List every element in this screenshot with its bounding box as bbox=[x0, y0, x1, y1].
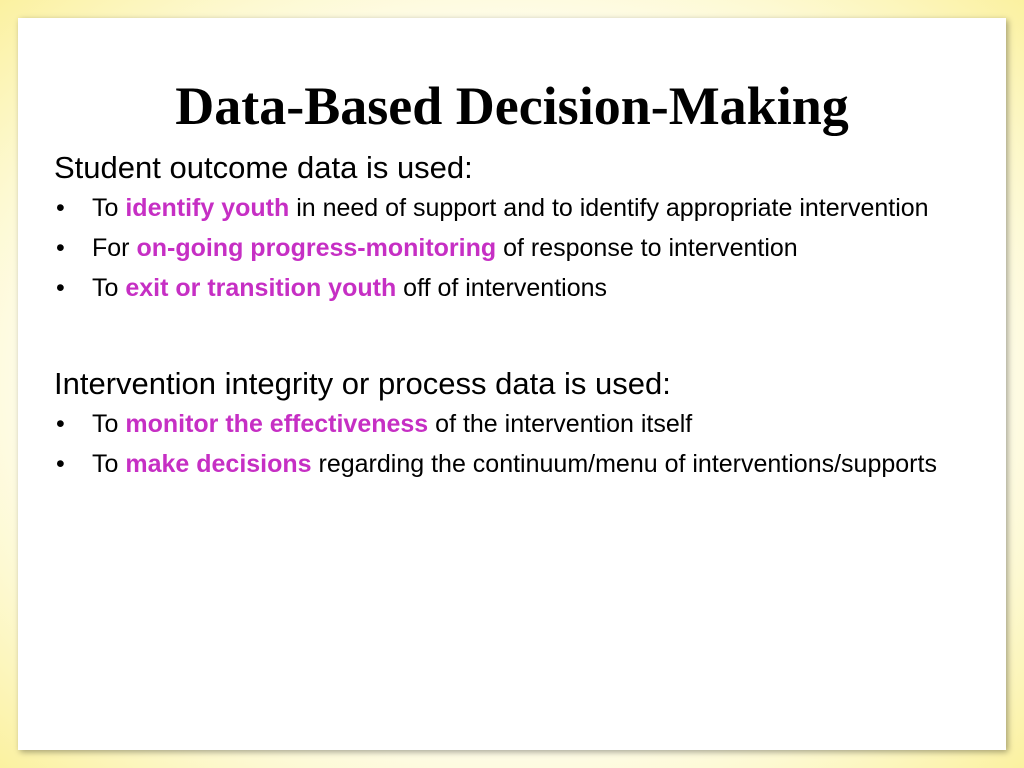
bullet-icon: • bbox=[56, 274, 65, 302]
bullet-icon: • bbox=[56, 194, 65, 222]
bullet-suffix: off of interventions bbox=[396, 274, 607, 302]
bullet-list-student-outcome bbox=[54, 188, 984, 308]
bullet-item bbox=[54, 444, 984, 484]
section-heading-student-outcome: Student outcome data is used: bbox=[54, 150, 473, 185]
bullet-prefix: To bbox=[92, 450, 126, 478]
bullet-highlight: make decisions bbox=[125, 450, 312, 478]
bullet-suffix: in need of support and to identify appropriate intervention bbox=[289, 194, 929, 222]
bullet-highlight: identify youth bbox=[125, 194, 290, 222]
bullet-item bbox=[54, 228, 984, 268]
bullet-list-intervention-integrity bbox=[54, 404, 984, 484]
bullet-suffix: regarding the continuum/menu of interventions/supports bbox=[311, 450, 937, 478]
bullet-suffix: of the intervention itself bbox=[428, 410, 693, 438]
bullet-item bbox=[54, 188, 984, 228]
bullet-prefix: To bbox=[92, 410, 126, 438]
bullet-prefix: For bbox=[92, 234, 137, 262]
bullet-highlight: monitor the effectiveness bbox=[125, 410, 429, 438]
bullet-suffix: of response to intervention bbox=[496, 234, 798, 262]
section-heading-intervention-integrity: Intervention integrity or process data is used: bbox=[54, 366, 671, 401]
bullet-prefix: To bbox=[92, 274, 126, 302]
bullet-item bbox=[54, 268, 984, 308]
bullet-icon: • bbox=[56, 450, 65, 478]
section-spacer bbox=[54, 308, 984, 364]
bullet-highlight: exit or transition youth bbox=[125, 274, 397, 302]
bullet-highlight: on-going progress-monitoring bbox=[136, 234, 497, 262]
bullet-icon: • bbox=[56, 410, 65, 438]
bullet-icon: • bbox=[56, 234, 65, 262]
slide-title: Data-Based Decision-Making bbox=[175, 76, 849, 137]
bullet-item bbox=[54, 404, 984, 444]
slide-body bbox=[54, 148, 984, 484]
bullet-prefix: To bbox=[92, 194, 126, 222]
